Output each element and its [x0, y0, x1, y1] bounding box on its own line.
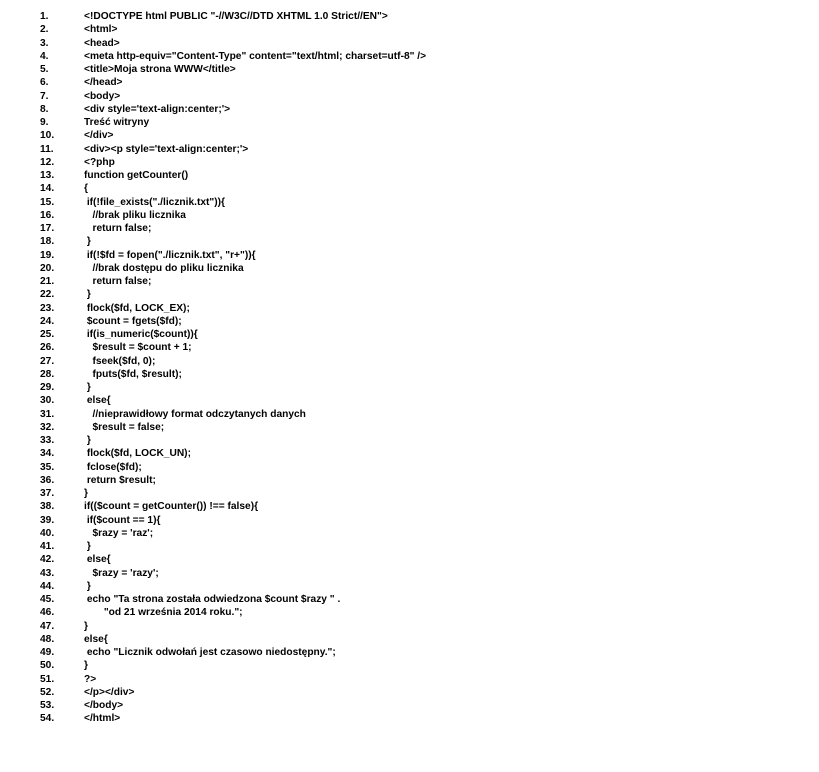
code-line — [0, 368, 819, 381]
code-text: if(!$fd = fopen("./licznik.txt", "r+")){ — [84, 249, 256, 261]
code-line — [0, 182, 819, 195]
line-number: 15. — [40, 196, 55, 208]
line-number: 3. — [40, 37, 49, 49]
code-line — [0, 37, 819, 50]
line-number: 34. — [40, 448, 55, 460]
line-number: 1. — [40, 11, 49, 22]
code-text: if(is_numeric($count)){ — [84, 329, 198, 340]
code-text: "od 21 września 2014 roku."; — [84, 607, 243, 619]
line-number: 22. — [40, 289, 55, 301]
code-text: } — [84, 660, 88, 672]
code-line — [0, 63, 819, 76]
code-text: //brak dostępu do pliku licznika — [84, 262, 244, 274]
code-text: <?php — [84, 156, 115, 168]
line-number: 17. — [40, 223, 55, 234]
line-number: 28. — [40, 368, 55, 380]
code-text: if(!file_exists("./licznik.txt")){ — [84, 196, 225, 208]
code-line — [0, 116, 819, 129]
code-line — [0, 633, 819, 646]
line-number: 38. — [40, 501, 55, 513]
code-line — [0, 262, 819, 275]
code-text: flock($fd, LOCK_UN); — [84, 448, 191, 460]
line-number: 53. — [40, 700, 55, 711]
line-number: 8. — [40, 103, 49, 115]
line-number: 45. — [40, 594, 55, 605]
line-number: 36. — [40, 474, 55, 486]
code-line — [0, 699, 819, 712]
line-number: 21. — [40, 276, 55, 287]
line-number: 24. — [40, 315, 55, 327]
code-line — [0, 275, 819, 288]
line-number: 26. — [40, 342, 55, 354]
code-line — [0, 567, 819, 580]
code-text: $razy = 'razy'; — [84, 567, 159, 579]
code-text: { — [84, 183, 88, 195]
code-text: <html> — [84, 24, 118, 36]
line-number: 37. — [40, 488, 55, 499]
line-number: 12. — [40, 156, 55, 168]
code-text: } — [84, 541, 91, 552]
code-text: } — [84, 382, 91, 393]
code-line — [0, 606, 819, 619]
code-text: } — [84, 236, 91, 248]
code-line — [0, 620, 819, 633]
line-number: 14. — [40, 183, 55, 195]
code-text: } — [84, 620, 88, 632]
line-number: 32. — [40, 421, 55, 433]
line-number: 52. — [40, 686, 55, 698]
code-line — [0, 527, 819, 540]
code-line — [0, 646, 819, 659]
code-line — [0, 143, 819, 156]
line-number: 46. — [40, 607, 55, 619]
code-listing — [0, 10, 819, 726]
line-number: 6. — [40, 77, 49, 89]
code-line — [0, 381, 819, 394]
code-line — [0, 23, 819, 36]
code-line — [0, 222, 819, 235]
code-line — [0, 540, 819, 553]
code-text: </body> — [84, 700, 124, 711]
line-number: 33. — [40, 435, 55, 446]
line-number: 43. — [40, 567, 55, 579]
line-number: 41. — [40, 541, 55, 552]
code-line — [0, 76, 819, 89]
line-number: 49. — [40, 647, 55, 658]
code-line — [0, 249, 819, 262]
line-number: 10. — [40, 130, 55, 142]
code-line — [0, 580, 819, 593]
code-line — [0, 659, 819, 672]
code-line — [0, 686, 819, 699]
code-text: echo "Licznik odwołań jest czasowo niedostępny."; — [84, 647, 336, 658]
code-line — [0, 434, 819, 447]
line-number: 40. — [40, 527, 55, 539]
code-line — [0, 487, 819, 500]
code-line — [0, 355, 819, 368]
code-line — [0, 302, 819, 315]
code-line — [0, 315, 819, 328]
code-line — [0, 461, 819, 474]
code-text: <!DOCTYPE html PUBLIC "-//W3C//DTD XHTML 1.0 Strict//EN"> — [84, 11, 388, 22]
code-text: $count = fgets($fd); — [84, 315, 182, 327]
code-text: </head> — [84, 77, 123, 89]
code-text: } — [84, 580, 91, 592]
code-line — [0, 500, 819, 513]
code-text: <div style='text-align:center;'> — [84, 103, 231, 115]
line-number: 18. — [40, 236, 55, 248]
code-line — [0, 673, 819, 686]
code-text: return $result; — [84, 474, 156, 486]
code-text: <meta http-equiv="Content-Type" content="text/html; charset=utf-8" /> — [84, 50, 427, 62]
code-line — [0, 421, 819, 434]
code-text: $razy = 'raz'; — [84, 527, 154, 539]
code-line — [0, 474, 819, 487]
code-text: $result = false; — [84, 421, 165, 433]
line-number: 48. — [40, 633, 55, 645]
code-line — [0, 341, 819, 354]
code-text: function getCounter() — [84, 170, 189, 181]
line-number: 19. — [40, 249, 55, 261]
code-line — [0, 328, 819, 341]
code-text: if($count == 1){ — [84, 514, 161, 526]
code-text: flock($fd, LOCK_EX); — [84, 302, 190, 314]
line-number: 35. — [40, 461, 55, 473]
code-line — [0, 129, 819, 142]
code-text: echo "Ta strona została odwiedzona $count $razy " . — [84, 594, 341, 605]
code-text: <title>Moja strona WWW</title> — [84, 64, 236, 75]
line-number: 42. — [40, 554, 55, 566]
code-text: fputs($fd, $result); — [84, 368, 182, 380]
code-text: $result = $count + 1; — [84, 342, 192, 354]
line-number: 44. — [40, 580, 55, 592]
line-number: 9. — [40, 117, 49, 128]
code-text: </div> — [84, 130, 114, 142]
line-number: 7. — [40, 90, 49, 102]
code-line — [0, 514, 819, 527]
code-text: fseek($fd, 0); — [84, 355, 156, 367]
line-number: 11. — [40, 143, 54, 155]
code-text: fclose($fd); — [84, 461, 142, 473]
code-text: //brak pliku licznika — [84, 209, 186, 221]
code-text: } — [84, 435, 91, 446]
code-text: return false; — [84, 223, 152, 234]
code-text: ?> — [84, 673, 97, 685]
code-text: if(($count = getCounter()) !== false){ — [84, 501, 259, 513]
line-number: 25. — [40, 329, 55, 340]
code-line — [0, 235, 819, 248]
code-text: return false; — [84, 276, 152, 287]
line-number: 54. — [40, 713, 55, 725]
code-line — [0, 196, 819, 209]
code-text: <div><p style='text-align:center;'> — [84, 143, 249, 155]
code-line — [0, 10, 819, 23]
line-number: 4. — [40, 50, 49, 62]
code-text: Treść witryny — [84, 117, 150, 128]
line-number: 50. — [40, 660, 55, 672]
code-line — [0, 408, 819, 421]
code-text: //nieprawidłowy format odczytanych danych — [84, 408, 306, 420]
line-number: 2. — [40, 24, 49, 36]
code-line — [0, 712, 819, 725]
code-line — [0, 103, 819, 116]
code-text: else{ — [84, 633, 108, 645]
code-text: else{ — [84, 395, 111, 407]
code-text: </p></div> — [84, 686, 135, 698]
line-number: 51. — [40, 673, 55, 685]
code-text: </html> — [84, 713, 121, 725]
code-line — [0, 90, 819, 103]
code-line — [0, 169, 819, 182]
code-text: <body> — [84, 90, 121, 102]
code-line — [0, 553, 819, 566]
code-line — [0, 394, 819, 407]
line-number: 27. — [40, 355, 55, 367]
line-number: 29. — [40, 382, 55, 393]
code-line — [0, 447, 819, 460]
code-text: } — [84, 488, 88, 499]
code-line — [0, 288, 819, 301]
line-number: 16. — [40, 209, 55, 221]
line-number: 20. — [40, 262, 55, 274]
line-number: 5. — [40, 64, 49, 75]
code-line — [0, 156, 819, 169]
line-number: 13. — [40, 170, 55, 181]
code-line — [0, 593, 819, 606]
code-text: } — [84, 289, 91, 301]
line-number: 23. — [40, 302, 55, 314]
code-line — [0, 50, 819, 63]
line-number: 39. — [40, 514, 55, 526]
code-line — [0, 209, 819, 222]
code-text: <head> — [84, 37, 120, 49]
line-number: 47. — [40, 620, 55, 632]
code-text: else{ — [84, 554, 111, 566]
line-number: 31. — [40, 408, 55, 420]
line-number: 30. — [40, 395, 55, 407]
